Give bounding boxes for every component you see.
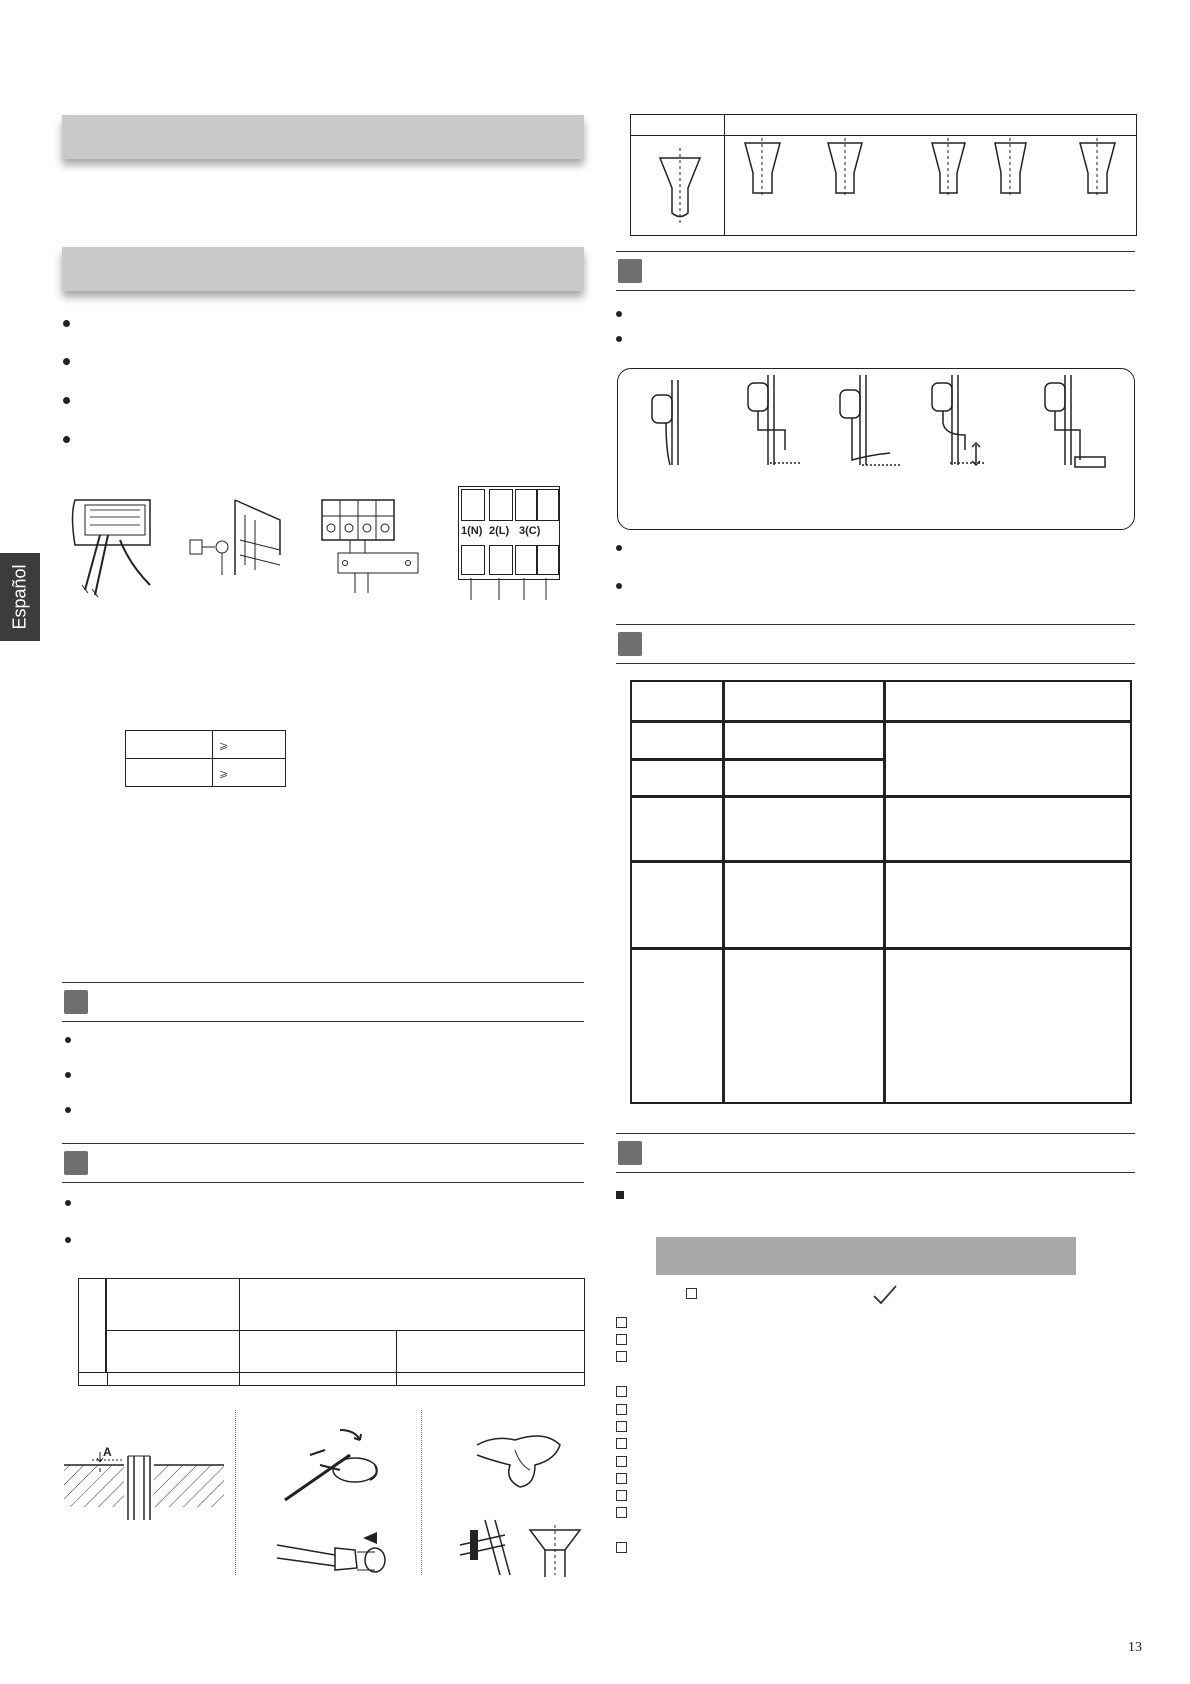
- bullet: [63, 320, 70, 327]
- checklist-checkbox[interactable]: [616, 1317, 627, 1328]
- checkbox-legend[interactable]: [686, 1288, 697, 1299]
- troubleshooting-table: [630, 680, 1132, 1104]
- indoor-unit-wiring-illustration: [70, 495, 155, 600]
- hand-reamer-illustration: [475, 1425, 565, 1495]
- terminal-label-3c: 3(C): [519, 525, 541, 537]
- earth-screw-illustration: [185, 495, 285, 585]
- page-number: 13: [1128, 1640, 1142, 1655]
- terminal-labels-row: [459, 525, 559, 541]
- terminal-block: [458, 486, 560, 580]
- flare-nut-insertion-illustration: [275, 1530, 390, 1575]
- section-marker: [618, 632, 642, 656]
- section-header-bar-1: [62, 115, 584, 159]
- section-marker: [618, 1141, 642, 1165]
- pipe-cut-depth-illustration: [62, 1430, 227, 1520]
- section-marker: [64, 1151, 88, 1175]
- bullet: [63, 436, 70, 443]
- checklist-checkbox[interactable]: [616, 1542, 627, 1553]
- bullet: [65, 1072, 71, 1078]
- checklist-checkbox[interactable]: [616, 1473, 627, 1484]
- bullet: [65, 1200, 71, 1206]
- terminal-wires: [458, 578, 558, 602]
- spec-value: ⩾: [219, 767, 229, 780]
- checklist-checkbox[interactable]: [616, 1404, 627, 1415]
- bullet: [616, 583, 622, 589]
- checklist-checkbox[interactable]: [616, 1490, 627, 1501]
- terminal-label-1n: 1(N): [461, 525, 483, 537]
- bullet: [616, 311, 622, 317]
- checklist-checkbox[interactable]: [616, 1438, 627, 1449]
- section-head: [616, 251, 1135, 291]
- bullet: [65, 1037, 71, 1043]
- flare-shapes-illustration: [650, 138, 1120, 228]
- checkmark-icon: [872, 1284, 898, 1306]
- section-head: [62, 982, 584, 1022]
- section-head: [616, 624, 1135, 664]
- flaring-tool-illustration: [455, 1515, 585, 1580]
- divider: [421, 1410, 422, 1575]
- divider: [235, 1410, 236, 1575]
- bullet: [63, 397, 70, 404]
- checklist-checkbox[interactable]: [616, 1334, 627, 1345]
- bullet: [63, 358, 70, 365]
- checklist-checkbox[interactable]: [616, 1386, 627, 1397]
- language-tab[interactable]: [0, 553, 40, 641]
- bullet: [616, 545, 622, 551]
- section-head: [616, 1133, 1135, 1173]
- section-header-bar-2: [62, 247, 584, 291]
- spec-value: ⩾: [219, 739, 229, 752]
- section-marker: [618, 259, 642, 283]
- pipe-cutter-illustration: [280, 1425, 390, 1505]
- terminal-strip-illustration: [320, 498, 420, 598]
- language-tab-label: Español: [9, 564, 30, 630]
- bullet: [616, 336, 622, 342]
- checklist-header-bar: [656, 1237, 1076, 1275]
- bullet: [65, 1107, 71, 1113]
- terminal-label-2l: 2(L): [489, 525, 510, 537]
- square-bullet: [616, 1191, 624, 1199]
- cable-spec-table: [125, 730, 286, 787]
- checklist-checkbox[interactable]: [616, 1421, 627, 1432]
- pipe-table: [78, 1278, 585, 1386]
- bullet: [65, 1237, 71, 1243]
- drain-hose-illustrations: [640, 375, 1110, 475]
- checklist-checkbox[interactable]: [616, 1456, 627, 1467]
- checklist-checkbox[interactable]: [616, 1507, 627, 1518]
- checklist-checkbox[interactable]: [616, 1351, 627, 1362]
- depth-label-a: A: [103, 1445, 112, 1459]
- section-head: [62, 1143, 584, 1183]
- section-marker: [64, 990, 88, 1014]
